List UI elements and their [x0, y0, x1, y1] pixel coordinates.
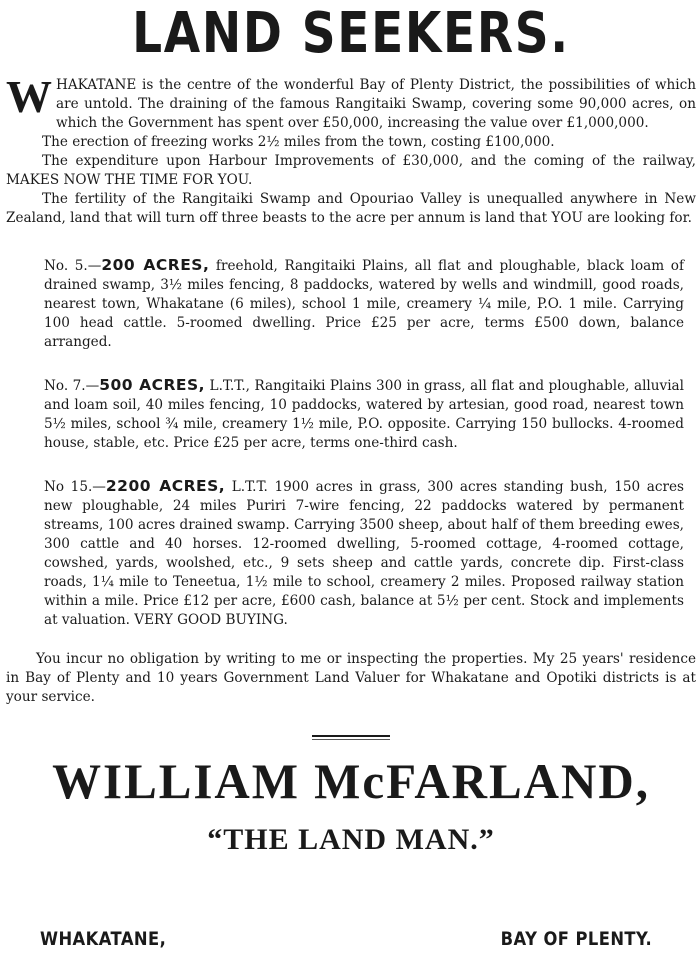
location-region: BAY OF PLENTY. [500, 928, 652, 950]
listing-number: No. 5.— [44, 258, 102, 274]
closing-paragraph: You incur no obligation by writing to me or inspecting the properties. My 25 years' residence in Bay of Plenty and 10 years Government Land Valuer for Whakatane and Opotiki districts is at your service. [6, 651, 696, 705]
location-town: WHAKATANE, [40, 928, 167, 950]
property-listings [44, 256, 684, 630]
listing-acres: 200 ACRES, [101, 256, 210, 274]
listing-description: L.T.T. 1900 acres in grass, 300 acres standing bush, 150 acres new ploughable, 24 miles Puriri 7-wire fencing, 22 paddocks watered by permanent streams, 100 acres drained swamp. Carrying 3500 sheep, about half of them breeding ewes, 300 cattle and 40 horses. 12-roomed dwelling, 5-roomed cottage, 4-roomed cottage, cowshed, yards, woolshed, etc., 9 sets sheep and cattle yards, concrete dip. First-class roads, 1¼ mile to Teneetua, 1½ mile to school, creamery 2 miles. Proposed railway station within a mile. Price £12 per acre, £600 cash, balance at 5½ per cent. Stock and implements at valuation. VERY GOOD BUYING. [44, 479, 684, 628]
intro-section [6, 71, 696, 228]
headline: LAND SEEKERS. [132, 1, 570, 66]
listing-number: No. 7.— [44, 378, 100, 394]
listing-no-5 [44, 256, 684, 352]
listing-acres: 500 ACRES, [99, 376, 206, 394]
intro-paragraph-4: The fertility of the Rangitaiki Swamp and Opouriao Valley is unequalled anywhere in New Zealand, land that will turn off three beasts to the acre per annum is land that YOU are looking for. [6, 191, 696, 226]
agent-location [0, 928, 700, 958]
agent-name: WILLIAM McFARLAND, [52, 753, 650, 809]
agent-tagline: “THE LAND MAN.” [207, 823, 495, 856]
intro-paragraph-2: The erection of freezing works 2½ miles from the town, costing £100,000. [42, 134, 555, 150]
drop-cap: W [6, 71, 52, 122]
listing-acres: 2200 ACRES, [105, 477, 226, 495]
intro-paragraph-1-text: HAKATANE is the centre of the wonderful Bay of Plenty District, the possibilities of which are untold. The draining of the famous Rangitaiki Swamp, covering some 90,000 acres, on which the Government has spent over £50,000, increasing the value over £1,000,000. [56, 77, 696, 131]
section-divider [312, 735, 390, 737]
listing-no-15 [44, 477, 684, 630]
listing-no-7 [44, 376, 684, 453]
intro-paragraph-1 [6, 71, 696, 133]
listing-description: freehold, Rangitaiki Plains, all flat and ploughable, black loam of drained swamp, 3½ miles fencing, 8 paddocks, watered by wells and windmill, good roads, nearest town, Whakatane (6 miles), school 1 mile, creamery ¼ mile, P.O. 1 mile. Carrying 100 head cattle. 5-roomed dwelling. Price £25 per acre, terms £500 down, balance arranged. [44, 258, 684, 350]
intro-paragraph-3: The expenditure upon Harbour Improvements of £30,000, and the coming of the railway, MAKES NOW THE TIME FOR YOU. [6, 153, 696, 188]
listing-number: No 15.— [44, 479, 106, 495]
listing-description: L.T.T., Rangitaiki Plains 300 in grass, all flat and ploughable, alluvial and loam soil, 40 miles fencing, 10 paddocks, watered by artesian, good road, nearest town 5½ miles, school ¾ mile, creamery 1½ mile, P.O. opposite. Carrying 150 bullocks. 4-roomed house, stable, etc. Price £25 per acre, terms one-third cash. [44, 378, 685, 451]
